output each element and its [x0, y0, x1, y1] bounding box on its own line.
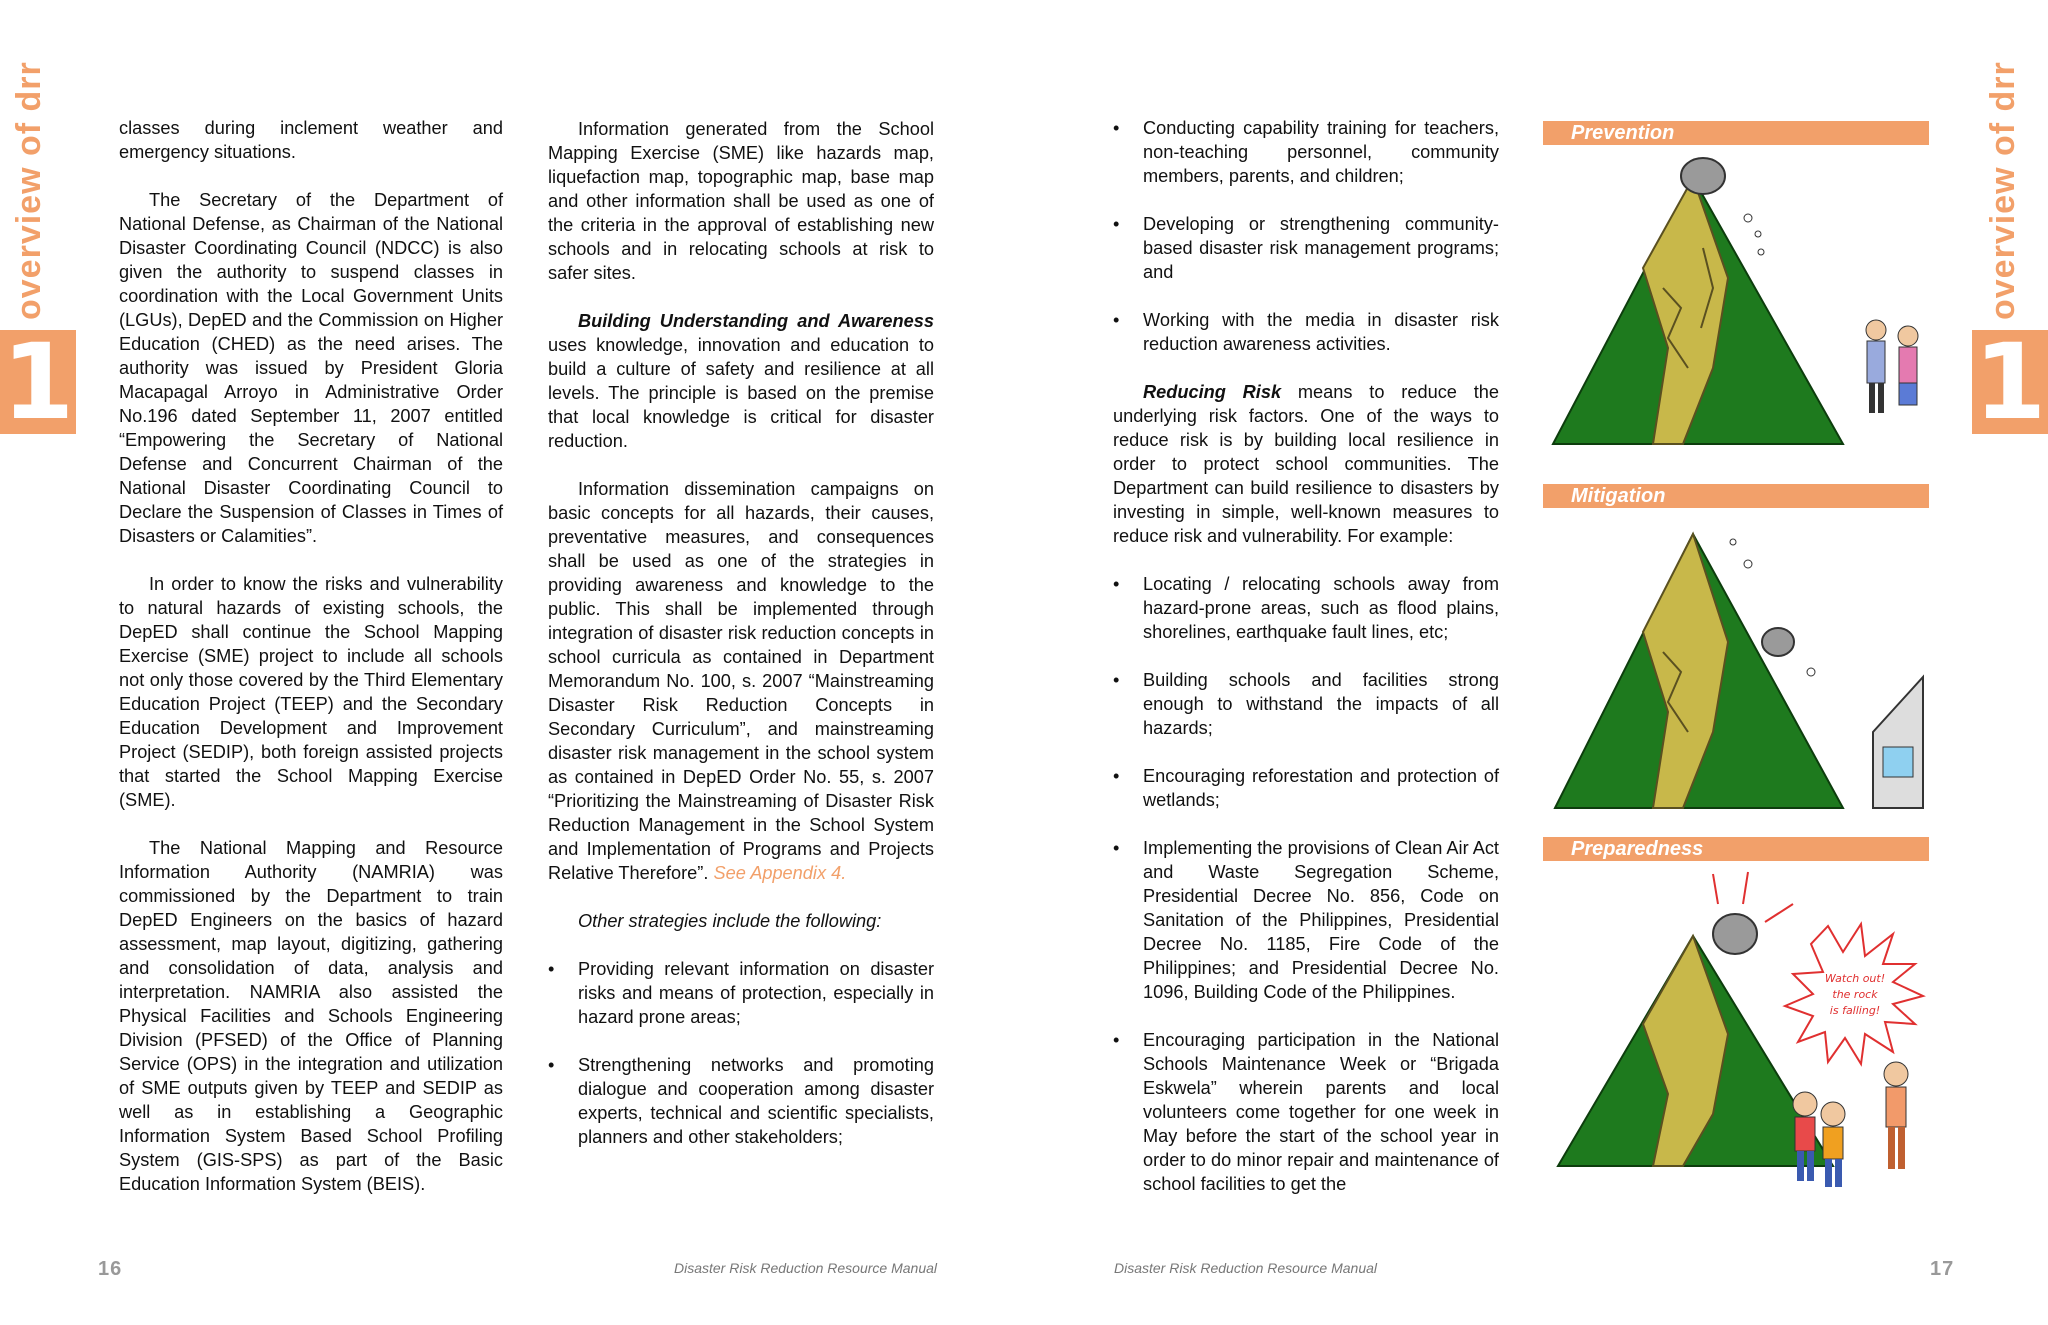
panel-title-preparedness: Preparedness [1543, 837, 1929, 861]
list-item: • Implementing the provisions of Clean Air Act and Waste Segregation Scheme, Presidential Decree No. 856, Code on Sanitation of the Philippines, Presidential Decree No. 1185, Fire Code of the Philippines; and Presidential Decree No. 1096, Building Code of the Philippines. [1113, 836, 1499, 1004]
child-figure [1821, 1102, 1845, 1187]
mitigation-illustration [1543, 512, 1929, 814]
list-item: • Encouraging participation in the National Schools Maintenance Week or “Brigada Eskwela” wherein parents and local volunteers come together for one week in May before the start of the school year in order to do minor repair and maintenance of school facilities to get the [1113, 1028, 1499, 1196]
list-item: • Locating / relocating schools away from hazard-prone areas, such as flood plains, shorelines, earthquake fault lines, etc; [1113, 572, 1499, 644]
speech-line: Watch out! [1824, 972, 1886, 985]
appendix-link[interactable]: See Appendix 4. [713, 863, 847, 883]
page-number: 16 [98, 1258, 123, 1280]
panel-title-prevention: Prevention [1543, 121, 1929, 145]
list-item: • Providing relevant information on disaster risks and means of protection, especially in hazard prone areas; [548, 957, 934, 1029]
side-tab-label: overview of drr [10, 61, 48, 320]
strategy-list [548, 957, 934, 1149]
panel-title-mitigation: Mitigation [1543, 484, 1929, 508]
paragraph: classes during inclement weather and emergency situations. [119, 118, 503, 162]
paragraph: Reducing Risk means to reduce the underlying risk factors. One of the ways to reduce risk is by building local resilience in order to protect school communities. The Department can build resilience to disasters by investing in simple, well-known measures to reduce risk and vulnerability. For example: [1113, 382, 1499, 546]
left-column-1 [119, 116, 503, 1220]
paragraph: Information dissemination campaigns on basic concepts for all hazards, their causes, preventative measures, and consequences shall be used as one of the strategies in providing awareness and knowledge to the public. This shall be implemented through integration of disaster risk reduction concepts in school curricula as contained in Department Memorandum No. 100, s. 2007 “Mainstreaming Disaster Risk Reduction Concepts in Secondary Curriculum”, and mainstreaming disaster risk management in the school system as contained in DepED Order No. 55, s. 2007 “Prioritizing the Mainstreaming of Disaster Risk Reduction Management in the School System and Implementation of Programs and Projects Relative Therefore”. See Appendix 4. [548, 479, 934, 883]
preparedness-illustration [1543, 864, 1929, 1204]
paragraph: Information generated from the School Mapping Exercise (SME) like hazards map, liquefaction map, topographic map, base map and other information shall be used as one of the criteria in the approval of establishing new schools and in relocating schools at risk to safer sites. [548, 119, 934, 283]
prevention-illustration [1543, 148, 1929, 450]
page-number: 17 [1930, 1258, 1955, 1280]
left-column-2 [548, 117, 934, 1173]
section-heading: Building Understanding and Awareness [578, 311, 934, 331]
paragraph: Other strategies include the following: [578, 911, 882, 931]
window [1883, 747, 1913, 777]
paragraph: In order to know the risks and vulnerability to natural hazards of existing schools, the DepED shall continue the School Mapping Exercise (SME) project to include all schools not only those covered by the Third Elementary Education Project (TEEP) and the Secondary Education Development and Improvement Project (SEDIP), both foreign assisted projects that started the School Mapping Exercise (SME). [119, 574, 503, 810]
school-building [1873, 677, 1923, 808]
list-item: • Building schools and facilities strong enough to withstand the impacts of all hazards; [1113, 668, 1499, 740]
list-item: • Strengthening networks and promoting dialogue and cooperation among disaster experts, technical and scientific specialists, planners and other stakeholders; [548, 1053, 934, 1149]
paragraph: The National Mapping and Resource Information Authority (NAMRIA) was commissioned by the Department to train DepED Engineers on the basics of hazard assessment, map layout, digitizing, gathering and consolidation of data, analysis and interpretation. NAMRIA also assisted the Physical Facilities and Schools Engineering Division (PFSED) of the Office of Planning Service (OPS) in the integration and utilization of SME outputs given by TEEP and SEDIP as well as in establishing a Geographic Information System Based School Profiling System (GIS-SPS) as part of the Basic Education Information System (BEIS). [119, 838, 503, 1194]
side-tab-label: overview of drr [1984, 61, 2022, 320]
child-figure [1898, 326, 1918, 405]
adult-figure [1884, 1062, 1908, 1169]
list-item: • Developing or strengthening community-based disaster risk management programs; and [1113, 212, 1499, 284]
boulder [1713, 914, 1757, 954]
risk-reduction-list [1113, 572, 1499, 1196]
list-item: • Working with the media in disaster risk reduction awareness activities. [1113, 308, 1499, 356]
awareness-list [1113, 116, 1499, 356]
speech-line: is falling! [1829, 1004, 1881, 1017]
running-footer: Disaster Risk Reduction Resource Manual [674, 1260, 937, 1276]
side-tab-number: 1 [1973, 321, 2047, 443]
section-heading: Reducing Risk [1143, 382, 1282, 402]
boulder [1762, 628, 1794, 656]
boulder [1681, 158, 1725, 194]
list-item: • Encouraging reforestation and protection of wetlands; [1113, 764, 1499, 812]
paragraph: Building Understanding and Awareness uses knowledge, innovation and education to build a culture of safety and resilience at all levels. The principle is based on the premise that local knowledge is critical for disaster reduction. [548, 311, 934, 451]
child-figure [1866, 320, 1886, 413]
paragraph: The Secretary of the Department of National Defense, as Chairman of the National Disaster Coordinating Council (NDCC) is also given the authority to suspend classes in coordination with the Local Government Units (LGUs), DepED and the Commission on Higher Education (CHED) as the need arises. The authority was issued by President Gloria Macapagal Arroyo in Administrative Order No.196 dated September 11, 2007 entitled “Empowering the Secretary of National Defense and Concurrent Chairman of the National Disaster Coordinating Council to Declare the Suspension of Classes in Times of Disasters or Calamities”. [119, 190, 503, 546]
child-figure [1793, 1092, 1817, 1181]
running-footer: Disaster Risk Reduction Resource Manual [1114, 1260, 1377, 1276]
list-item: • Conducting capability training for teachers, non-teaching personnel, community members, parents, and children; [1113, 116, 1499, 188]
speech-line: the rock [1832, 988, 1878, 1001]
right-column-1 [1113, 116, 1499, 1220]
side-tab-number: 1 [1, 321, 75, 443]
